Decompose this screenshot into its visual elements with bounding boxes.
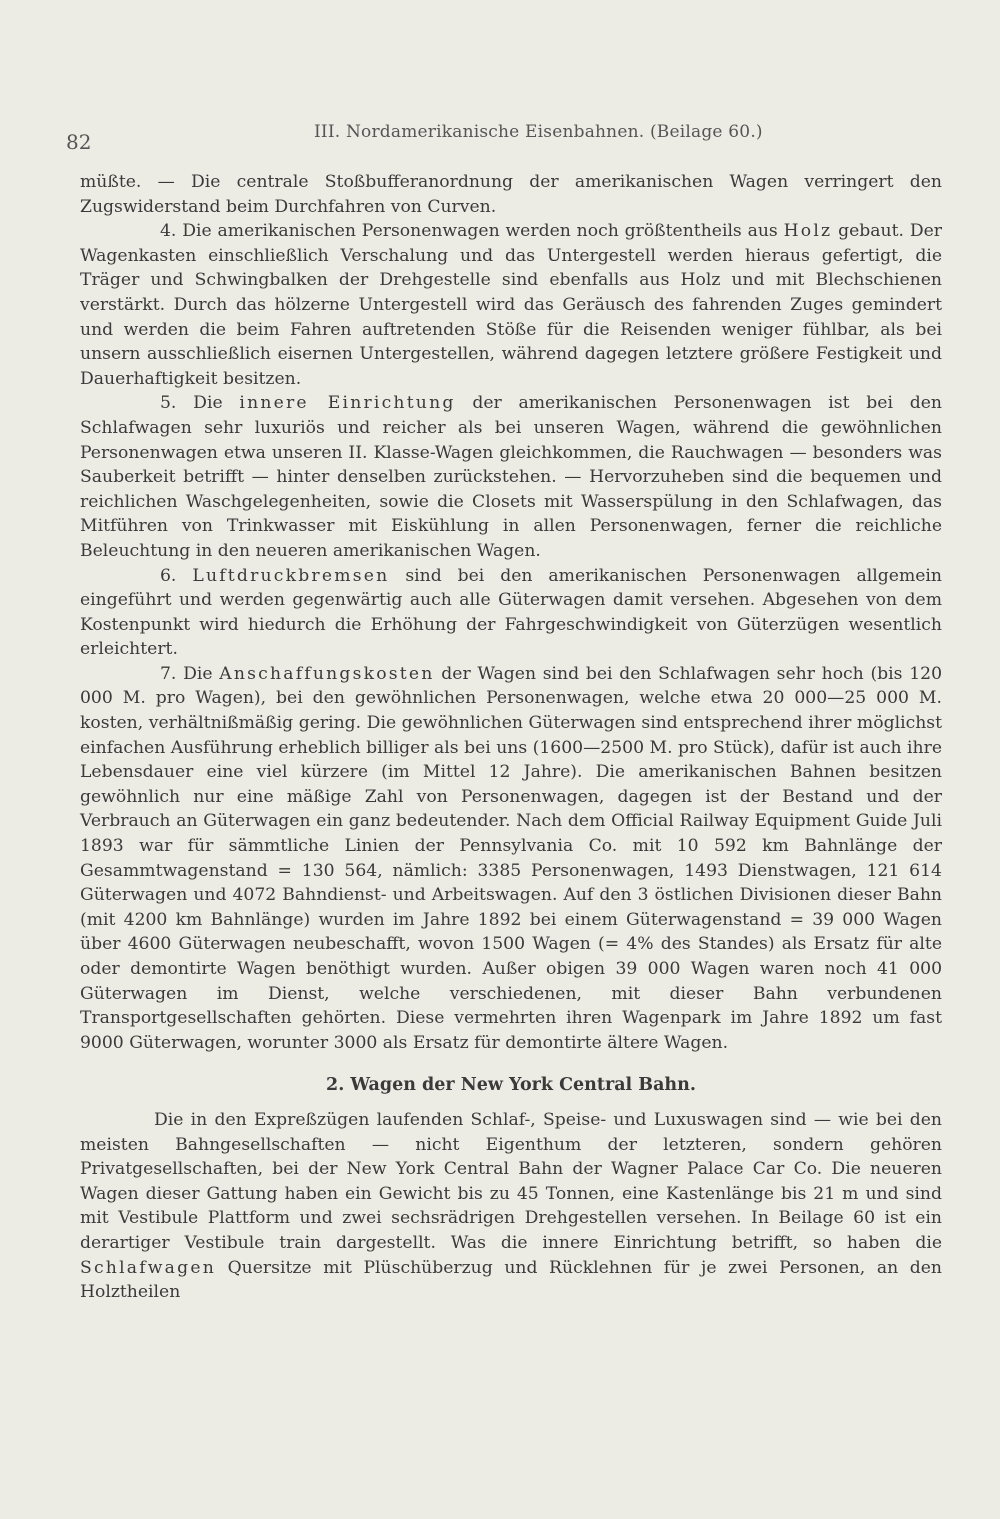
paragraph-6 <box>80 564 942 662</box>
paragraph-5-rest: der amerikanischen Personenwagen ist bei den Schlafwagen sehr luxuriös und reicher als bei unseren Wagen, während die gewöhnlichen Personenwagen etwa unseren II. Klasse-Wagen gleichkommen, die Rauchwagen — besonders was Sauberkeit betrifft — hinter denselben zurückstehen. — Hervorzuheben sind die bequemen und reichlichen Waschgelegenheiten, sowie die Closets mit Wasserspülung in den Schlafwagen, das Mitführen von Trinkwasser mit Eiskühlung in allen Personenwagen, ferner die reichliche Beleuchtung in den neueren amerikanischen Wagen. <box>80 393 942 561</box>
section-heading: 2. Wagen der New York Central Bahn. <box>326 1075 696 1096</box>
paragraph-4-rest: gebaut. Der Wagenkasten einschließlich Verschalung und das Untergestell werden hieraus gefertigt, die Träger und Schwingbalken der Drehgestelle sind ebenfalls aus Holz und mit Blechschienen verstärkt. Durch das hölzerne Untergestell wird das Geräusch des fahrenden Zuges gemindert und werden die beim Fahren auftretenden Stöße für die Reisenden weniger fühlbar, als bei unsern ausschließlich eisernen Untergestellen, während dagegen letztere größere Festigkeit und Dauerhaftigkeit besitzen. <box>80 221 942 389</box>
paragraph-4 <box>80 219 942 391</box>
paragraph-7-emphasis: Anschaffungskosten <box>219 663 435 684</box>
paragraph-8-emphasis: Schlafwagen <box>80 1257 216 1278</box>
page-number: 82 <box>66 130 92 154</box>
running-head: III. Nordamerikanische Eisenbahnen. (Beilage 60.) <box>314 122 763 142</box>
page-header <box>66 118 942 158</box>
paragraph-8-lead: Die in den Expreßzügen laufenden Schlaf-, Speise- und Luxuswagen sind — wie bei den meisten Bahngesellschaften — nicht Eigenthum der letzteren, sondern gehören Privatgesellschaften, bei der New York Central Bahn der Wagner Palace Car Co. Die neueren Wagen dieser Gattung haben ein Gewicht bis zu 45 Tonnen, eine Kastenlänge bis 21 m und sind mit Vestibule Plattform und zwei sechsrädrigen Drehgestellen versehen. In Beilage 60 ist ein derartiger Vestibule train dargestellt. Was die innere Einrichtung betrifft, so haben die <box>80 1109 942 1253</box>
paragraph-7 <box>80 662 942 1056</box>
paragraph-6-lead: 6. <box>160 565 177 586</box>
paragraph-4-lead: 4. Die amerikanischen Personenwagen werden noch größtentheils aus <box>160 221 778 242</box>
paragraph-7-lead: 7. Die <box>160 663 213 684</box>
paragraph-5-lead: 5. Die <box>160 393 223 414</box>
paragraph-continuation: müßte. — Die centrale Stoßbufferanordnung der amerikanischen Wagen verringert den Zugswiderstand beim Durchfahren von Curven. <box>80 172 942 217</box>
paragraph-4-emphasis: Holz <box>783 221 833 242</box>
paragraph-7-rest: der Wagen sind bei den Schlafwagen sehr hoch (bis 120 000 M. pro Wagen), bei den gewöhnlichen Personenwagen, welche etwa 20 000—25 000 M. kosten, verhältnißmäßig gering. Die gewöhnlichen Güterwagen sind entsprechend ihrer möglichst einfachen Ausführung erheblich billiger als bei uns (1600—2500 M. pro Stück), dafür ist auch ihre Lebensdauer eine viel kürzere (im Mittel 12 Jahre). Die amerikanischen Bahnen besitzen gewöhnlich nur eine mäßige Zahl von Personenwagen, dagegen ist der Bestand und der Verbrauch an Güterwagen ein ganz bedeutender. Nach dem Official Railway Equipment Guide Juli 1893 war für sämmtliche Linien der Pennsylvania Co. mit 10 592 km Bahnlänge der Gesammtwagenstand = 130 564, nämlich: 3385 Personenwagen, 1493 Dienstwagen, 121 614 Güterwagen und 4072 Bahndienst- und Arbeitswagen. Auf den 3 östlichen Divisionen dieser Bahn (mit 4200 km Bahnlänge) wurden im Jahre 1892 bei einem Güterwagenstand = 39 000 Wagen über 4600 Güterwagen neubeschafft, wovon 1500 Wagen (= 4% des Standes) als Ersatz für alte oder demontirte Wagen benöthigt wurden. Außer obigen 39 000 Wagen waren noch 41 000 Güterwagen im Dienst, welche verschiedenen, mit dieser Bahn verbundenen Transportgesellschaften gehörten. Diese vermehrten ihren Wagenpark im Jahre 1892 um fast 9000 Güterwagen, worunter 3000 als Ersatz für demontirte ältere Wagen. <box>80 663 943 1053</box>
paragraph-8 <box>80 1108 942 1305</box>
paragraph-5-emphasis: innere Einrichtung <box>239 393 456 414</box>
body-text <box>80 170 942 1305</box>
paragraph-5 <box>80 391 942 563</box>
paragraph-6-emphasis: Luftdruckbremsen <box>192 565 390 586</box>
paragraph-6-rest: sind bei den amerikanischen Personenwagen allgemein eingeführt und werden gegenwärtig auch alle Güterwagen damit versehen. Abgesehen von dem Kostenpunkt wird hiedurch die Erhöhung der Fahrgeschwindigkeit von Güterzügen wesentlich erleichtert. <box>80 565 942 660</box>
paragraph-8-rest: Quersitze mit Plüschüberzug und Rücklehnen für je zwei Personen, an den Holztheilen <box>80 1257 943 1303</box>
